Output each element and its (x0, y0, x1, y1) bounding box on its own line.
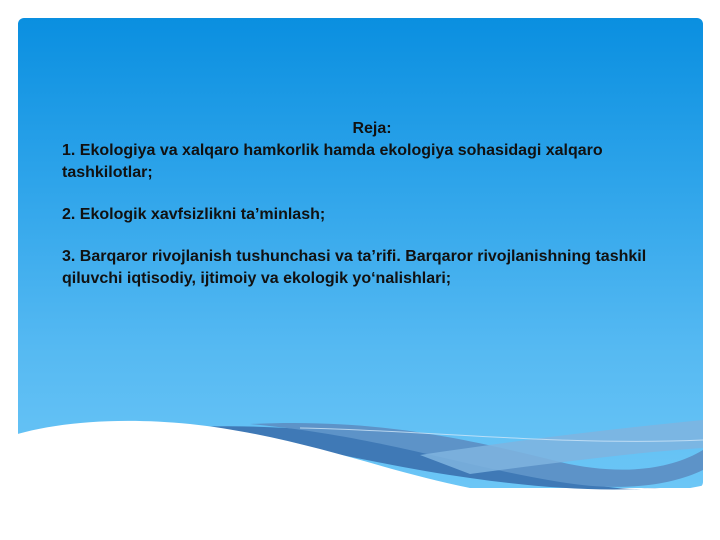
plan-item-1: 1. Ekologiya va xalqaro hamkorlik hamda ekologiya sohasidagi xalqaro tashkilotlar; (62, 142, 603, 181)
slide-title: Reja: (352, 120, 392, 137)
plan-item-2: 2. Ekologik xavfsizlikni ta’minlash; (62, 206, 326, 223)
plan-item-3: 3. Barqaror rivojlanish tushunchasi va ta’rifi. Barqaror rivojlanishning tashkil qiluvchi iqtisodiy, ijtimoiy va ekologik yo‘nalishlari; (62, 248, 647, 287)
slide-content (62, 118, 682, 310)
